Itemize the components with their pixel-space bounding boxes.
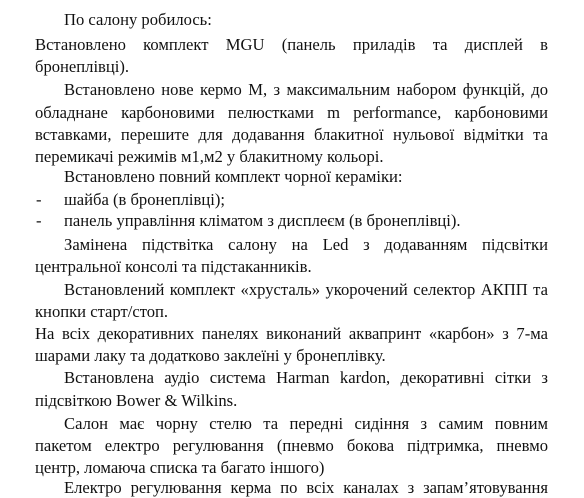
paragraph-line: перемикачі режимів м1,м2 у блакитному кольорі.: [35, 147, 384, 166]
paragraph-line: Встановлена аудіо система Harman kardon, декоративні сітки з: [64, 368, 548, 387]
paragraph-line: обладнане карбоновими пелюстками m performance, карбоновими: [35, 103, 548, 122]
paragraph-line: центральної консолі та підстаканників.: [35, 257, 312, 276]
paragraph-line: Замінена підствітка салону на Led з додаванням підсвітки: [64, 235, 548, 254]
list-bullet: -: [36, 211, 42, 230]
paragraph-line: пакетом електро регулювання (пневмо бокова підтримка, пневмо: [35, 436, 548, 455]
list-item: шайба (в бронеплівці);: [64, 190, 226, 209]
list-bullet: -: [36, 190, 42, 209]
paragraph-line: бронеплівці).: [35, 57, 130, 76]
paragraph-line: Встановлено повний комплект чорної кераміки:: [64, 167, 403, 186]
paragraph-line: На всіх декоративних панелях виконаний аквапринт «карбон» з 7-ма: [35, 324, 548, 343]
doc-heading: По салону робилось:: [64, 10, 212, 29]
paragraph-line: кнопки старт/стоп.: [35, 302, 169, 321]
paragraph-line: Електро регулювання керма по всіх каналах з запам’ятовування: [64, 478, 548, 497]
list-item: панель управління кліматом з дисплеєм (в бронеплівці).: [64, 211, 461, 230]
paragraph-line: підсвіткою Bower & Wilkins.: [35, 391, 238, 410]
paragraph-line: Встановлений комплект «хрусталь» укорочений селектор АКПП та: [64, 280, 548, 299]
paragraph-line: вставками, перешите для додавання блакитної нульової відмітки та: [35, 125, 548, 144]
paragraph-line: Встановлено комплект MGU (панель приладів та дисплей в: [35, 35, 548, 54]
paragraph-line: центр, ломаюча списка та багато іншого): [35, 458, 325, 477]
paragraph-line: шарами лаку та додатково заклеїні у бронеплівку.: [35, 346, 386, 365]
paragraph-line: Салон має чорну стелю та передні сидіння з самим повним: [64, 414, 548, 433]
paragraph-line: Встановлено нове кермо М, з максимальним набором функцій, до: [64, 80, 548, 99]
